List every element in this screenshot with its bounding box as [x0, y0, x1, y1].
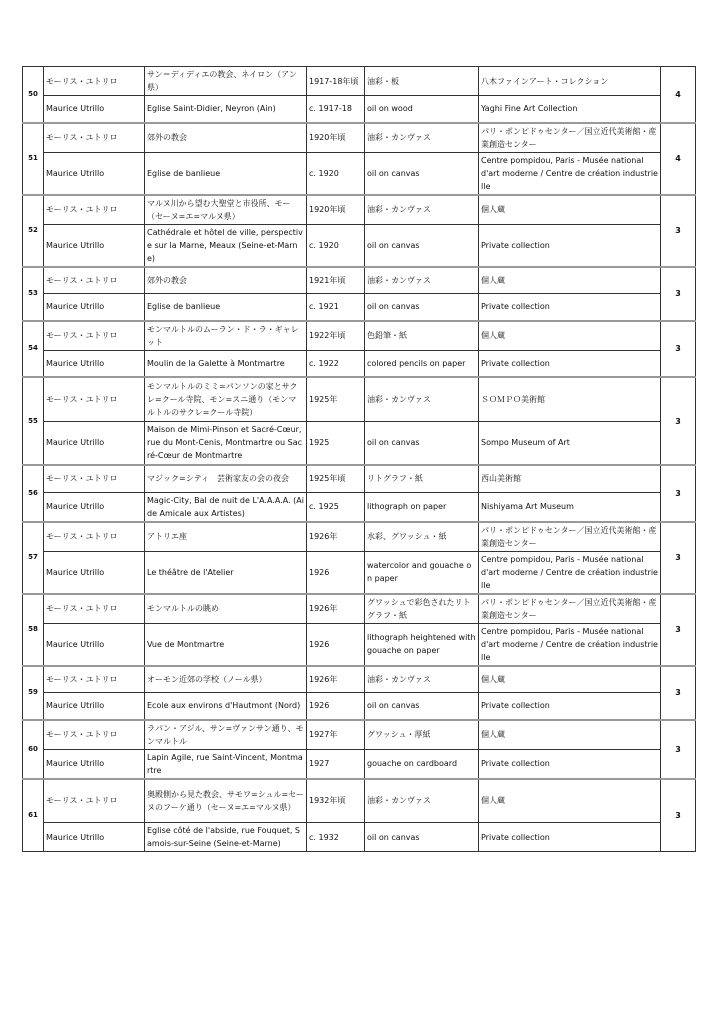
entry-count: 3 — [661, 779, 696, 852]
cell-title-ja: モンマルトルのムーラン・ド・ラ・ギャレット — [145, 321, 307, 351]
entry-row-en — [23, 96, 696, 123]
cell-date-en: c. 1932 — [307, 823, 365, 852]
cell-collection-en: Private collection — [479, 350, 661, 377]
cell-title-en: Vue de Montmartre — [145, 623, 307, 666]
cell-date-en: 1927 — [307, 749, 365, 779]
cell-artist-en: Maurice Utrillo — [44, 823, 145, 852]
cell-title-en: Maison de Mimi-Pinson et Sacré-Cœur, rue du Mont-Cenis, Montmartre ou Sacré-Cœur de Montmartre — [145, 421, 307, 465]
cell-collection-ja: 個人蔵 — [479, 666, 661, 693]
cell-title-ja: アトリエ座 — [145, 522, 307, 552]
cell-collection-en: Yaghi Fine Art Collection — [479, 96, 661, 123]
cell-collection-ja: パリ・ポンピドゥセンター／国立近代美術館・産業創造センター — [479, 123, 661, 153]
cell-title-en: Cathédrale et hôtel de ville, perspective sur la Marne, Meaux (Seine-et-Marne) — [145, 224, 307, 267]
entry-number: 56 — [23, 465, 44, 522]
cell-medium-ja: 色鉛筆・紙 — [365, 321, 479, 351]
cell-artist-ja: モーリス・ユトリロ — [44, 67, 145, 96]
cell-medium-en: oil on wood — [365, 96, 479, 123]
artworks-table — [22, 66, 696, 852]
entry-row-en — [23, 421, 696, 465]
entry-row-en — [23, 749, 696, 779]
cell-title-en: Le théâtre de l'Atelier — [145, 551, 307, 594]
cell-collection-ja: 西山美術館 — [479, 465, 661, 492]
cell-collection-en: Centre pompidou, Paris - Musée national d'art moderne / Centre de création industrielle — [479, 551, 661, 594]
cell-date-ja: 1917-18年頃 — [307, 67, 365, 96]
entry-row-en — [23, 224, 696, 267]
cell-medium-en: lithograph heightened with gouache on paper — [365, 623, 479, 666]
cell-title-ja: オーモン近郊の学校（ノール県） — [145, 666, 307, 693]
entry-row-en — [23, 551, 696, 594]
cell-title-ja: マルヌ川から望む大聖堂と市役所、モー（セーヌ=エ=マルヌ県） — [145, 195, 307, 225]
cell-collection-ja: 個人蔵 — [479, 779, 661, 823]
entry-row-en — [23, 152, 696, 195]
entry-count: 3 — [661, 267, 696, 321]
cell-title-ja: モンマルトルのミミ=パンソンの家とサクレ=クール寺院、モン=スニ通り（モンマルトルのサクレ=クール寺院） — [145, 377, 307, 421]
entry-number: 53 — [23, 267, 44, 321]
cell-title-ja: 郊外の教会 — [145, 267, 307, 294]
cell-date-en: c. 1925 — [307, 492, 365, 522]
cell-medium-ja: 油彩・カンヴァス — [365, 195, 479, 225]
cell-artist-ja: モーリス・ユトリロ — [44, 321, 145, 351]
cell-medium-ja: 油彩・板 — [365, 67, 479, 96]
cell-artist-ja: モーリス・ユトリロ — [44, 195, 145, 225]
cell-medium-en: oil on canvas — [365, 152, 479, 195]
entry-number: 55 — [23, 377, 44, 465]
entry-row-ja — [23, 522, 696, 552]
entry-number: 60 — [23, 720, 44, 779]
cell-title-en: Eglise Saint-Didier, Neyron (Ain) — [145, 96, 307, 123]
cell-title-en: Eglise côté de l'abside, rue Fouquet, Samois-sur-Seine (Seine-et-Marne) — [145, 823, 307, 852]
cell-artist-ja: モーリス・ユトリロ — [44, 594, 145, 624]
entry-row-en — [23, 823, 696, 852]
cell-medium-en: watercolor and gouache on paper — [365, 551, 479, 594]
cell-artist-ja: モーリス・ユトリロ — [44, 123, 145, 153]
cell-date-en: c. 1920 — [307, 224, 365, 267]
cell-date-en: c. 1921 — [307, 294, 365, 321]
cell-title-ja: 奥殿側から見た教会、サモワ=シュル=セーヌのフーケ通り（セーヌ=エ=マルヌ県） — [145, 779, 307, 823]
cell-medium-en: oil on canvas — [365, 823, 479, 852]
entry-count: 4 — [661, 67, 696, 123]
cell-medium-ja: グワッシュで彩色されたリトグラフ・紙 — [365, 594, 479, 624]
cell-artist-ja: モーリス・ユトリロ — [44, 377, 145, 421]
artworks-table-body — [23, 67, 696, 852]
cell-date-en: c. 1920 — [307, 152, 365, 195]
cell-collection-en: Private collection — [479, 749, 661, 779]
cell-date-ja: 1932年頃 — [307, 779, 365, 823]
cell-date-ja: 1920年頃 — [307, 195, 365, 225]
cell-date-ja: 1926年 — [307, 666, 365, 693]
entry-count: 4 — [661, 123, 696, 195]
entry-row-ja — [23, 377, 696, 421]
entry-row-en — [23, 350, 696, 377]
cell-title-ja: サン＝ディディエの教会、ネイロン（アン県） — [145, 67, 307, 96]
entry-row-ja — [23, 267, 696, 294]
entry-row-ja — [23, 594, 696, 624]
cell-collection-en: Sompo Museum of Art — [479, 421, 661, 465]
cell-artist-en: Maurice Utrillo — [44, 623, 145, 666]
cell-date-ja: 1920年頃 — [307, 123, 365, 153]
cell-collection-ja: 個人蔵 — [479, 720, 661, 750]
cell-medium-ja: 油彩・カンヴァス — [365, 377, 479, 421]
cell-medium-ja: 油彩・カンヴァス — [365, 123, 479, 153]
cell-artist-en: Maurice Utrillo — [44, 152, 145, 195]
cell-artist-ja: モーリス・ユトリロ — [44, 779, 145, 823]
cell-medium-ja: グワッシュ・厚紙 — [365, 720, 479, 750]
entry-count: 3 — [661, 720, 696, 779]
cell-medium-ja: リトグラフ・紙 — [365, 465, 479, 492]
cell-title-en: Lapin Agile, rue Saint-Vincent, Montmartre — [145, 749, 307, 779]
cell-artist-en: Maurice Utrillo — [44, 421, 145, 465]
entry-row-ja — [23, 465, 696, 492]
entry-count: 3 — [661, 465, 696, 522]
cell-collection-ja: 個人蔵 — [479, 267, 661, 294]
cell-title-en: Moulin de la Galette à Montmartre — [145, 350, 307, 377]
entry-number: 50 — [23, 67, 44, 123]
cell-medium-ja: 水彩、グワッシュ・紙 — [365, 522, 479, 552]
cell-collection-ja: ＳＯＭＰＯ美術館 — [479, 377, 661, 421]
cell-artist-en: Maurice Utrillo — [44, 224, 145, 267]
cell-collection-en: Private collection — [479, 823, 661, 852]
cell-date-ja: 1925年頃 — [307, 465, 365, 492]
entry-row-en — [23, 294, 696, 321]
entry-row-ja — [23, 666, 696, 693]
cell-collection-en: Centre pompidou, Paris - Musée national d'art moderne / Centre de création industrielle — [479, 152, 661, 195]
cell-medium-en: oil on canvas — [365, 294, 479, 321]
cell-title-ja: マジック=シティ 芸術家友の会の夜会 — [145, 465, 307, 492]
entry-number: 59 — [23, 666, 44, 720]
cell-title-ja: モンマルトルの眺め — [145, 594, 307, 624]
cell-medium-en: oil on canvas — [365, 421, 479, 465]
cell-artist-en: Maurice Utrillo — [44, 749, 145, 779]
entry-row-ja — [23, 779, 696, 823]
cell-artist-en: Maurice Utrillo — [44, 96, 145, 123]
entry-row-ja — [23, 321, 696, 351]
cell-date-en: 1926 — [307, 551, 365, 594]
entry-number: 57 — [23, 522, 44, 594]
cell-collection-en: Centre pompidou, Paris - Musée national d'art moderne / Centre de création industrielle — [479, 623, 661, 666]
cell-artist-ja: モーリス・ユトリロ — [44, 522, 145, 552]
cell-date-en: c. 1922 — [307, 350, 365, 377]
entry-row-en — [23, 492, 696, 522]
entry-row-ja — [23, 67, 696, 96]
cell-date-ja: 1922年頃 — [307, 321, 365, 351]
cell-collection-en: Private collection — [479, 693, 661, 720]
cell-date-ja: 1927年 — [307, 720, 365, 750]
cell-date-en: c. 1917-18 — [307, 96, 365, 123]
cell-collection-en: Private collection — [479, 224, 661, 267]
cell-artist-ja: モーリス・ユトリロ — [44, 666, 145, 693]
cell-medium-ja: 油彩・カンヴァス — [365, 267, 479, 294]
cell-date-en: 1925 — [307, 421, 365, 465]
cell-title-en: Magic-City, Bal de nuit de L'A.A.A.A. (Aide Amicale aux Artistes) — [145, 492, 307, 522]
cell-artist-en: Maurice Utrillo — [44, 551, 145, 594]
cell-collection-en: Private collection — [479, 294, 661, 321]
entry-number: 58 — [23, 594, 44, 666]
cell-date-ja: 1926年 — [307, 522, 365, 552]
cell-collection-ja: 八木ファインアート・コレクション — [479, 67, 661, 96]
entry-count: 3 — [661, 666, 696, 720]
cell-medium-en: colored pencils on paper — [365, 350, 479, 377]
cell-title-en: Eglise de banlieue — [145, 152, 307, 195]
cell-collection-ja: パリ・ポンピドゥセンター／国立近代美術館・産業創造センター — [479, 594, 661, 624]
cell-medium-en: oil on canvas — [365, 693, 479, 720]
cell-title-ja: 郊外の教会 — [145, 123, 307, 153]
cell-artist-en: Maurice Utrillo — [44, 492, 145, 522]
entry-count: 3 — [661, 195, 696, 267]
entry-count: 3 — [661, 594, 696, 666]
cell-medium-en: oil on canvas — [365, 224, 479, 267]
cell-date-ja: 1921年頃 — [307, 267, 365, 294]
cell-artist-en: Maurice Utrillo — [44, 350, 145, 377]
cell-artist-ja: モーリス・ユトリロ — [44, 465, 145, 492]
cell-title-en: Ecole aux environs d'Hautmont (Nord) — [145, 693, 307, 720]
cell-artist-ja: モーリス・ユトリロ — [44, 267, 145, 294]
cell-date-en: 1926 — [307, 693, 365, 720]
cell-artist-en: Maurice Utrillo — [44, 294, 145, 321]
cell-medium-ja: 油彩・カンヴァス — [365, 666, 479, 693]
entry-row-ja — [23, 720, 696, 750]
cell-title-en: Eglise de banlieue — [145, 294, 307, 321]
entry-count: 3 — [661, 522, 696, 594]
entry-row-en — [23, 623, 696, 666]
cell-date-ja: 1925年 — [307, 377, 365, 421]
entry-number: 61 — [23, 779, 44, 852]
entry-count: 3 — [661, 321, 696, 378]
cell-date-ja: 1926年 — [307, 594, 365, 624]
entry-row-en — [23, 693, 696, 720]
cell-collection-ja: パリ・ポンピドゥセンター／国立近代美術館・産業創造センター — [479, 522, 661, 552]
cell-collection-en: Nishiyama Art Museum — [479, 492, 661, 522]
entry-row-ja — [23, 195, 696, 225]
entry-number: 52 — [23, 195, 44, 267]
cell-artist-ja: モーリス・ユトリロ — [44, 720, 145, 750]
entry-count: 3 — [661, 377, 696, 465]
cell-medium-en: gouache on cardboard — [365, 749, 479, 779]
cell-title-ja: ラパン・アジル、サン=ヴァンサン通り、モンマルトル — [145, 720, 307, 750]
entry-row-ja — [23, 123, 696, 153]
cell-date-en: 1926 — [307, 623, 365, 666]
cell-medium-ja: 油彩・カンヴァス — [365, 779, 479, 823]
cell-medium-en: lithograph on paper — [365, 492, 479, 522]
cell-artist-en: Maurice Utrillo — [44, 693, 145, 720]
entry-number: 54 — [23, 321, 44, 378]
cell-collection-ja: 個人蔵 — [479, 321, 661, 351]
entry-number: 51 — [23, 123, 44, 195]
cell-collection-ja: 個人蔵 — [479, 195, 661, 225]
